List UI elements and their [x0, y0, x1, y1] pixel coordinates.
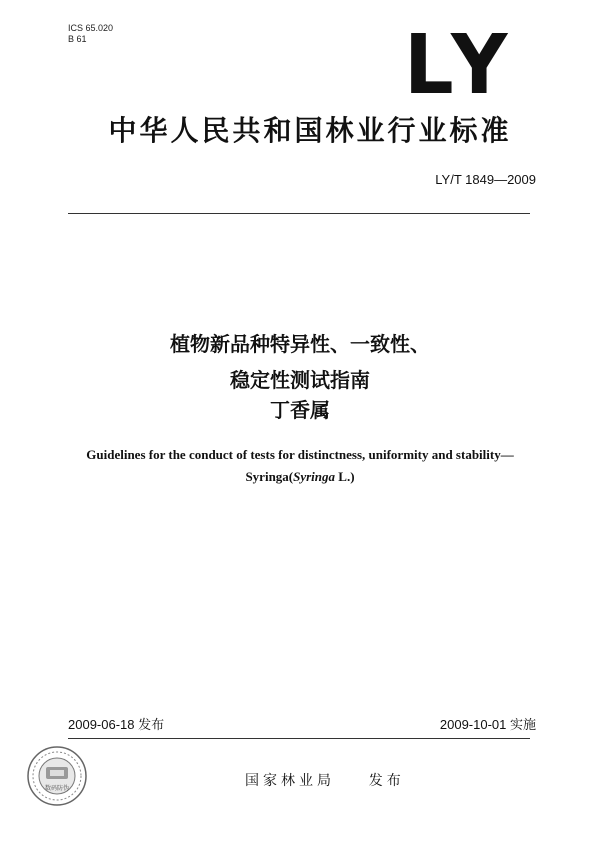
bottom-divider	[68, 738, 530, 739]
subject-line-3: 丁香属	[270, 398, 330, 422]
english-title-line-2	[0, 468, 600, 486]
anti-counterfeit-seal-icon	[26, 745, 88, 807]
english-genus: Syringa(	[245, 469, 294, 484]
publisher: 国家林业局 发布	[245, 773, 405, 789]
document-number: LY/T 1849—2009	[435, 172, 536, 187]
english-author: L.)	[335, 469, 355, 484]
ccs-code: B 61	[68, 34, 87, 44]
top-divider	[68, 213, 530, 214]
subject-line-2: 稳定性测试指南	[230, 368, 370, 392]
standard-title: 中华人民共和国林业行业标准	[108, 114, 512, 147]
english-genus-italic: Syringa	[293, 469, 336, 484]
standard-codes	[68, 23, 113, 45]
issue-date: 2009-06-18 发布	[68, 717, 165, 732]
subject-line-1: 植物新品种特异性、一致性、	[170, 332, 430, 356]
ly-logo: LY	[404, 18, 517, 113]
ics-code: ICS 65.020	[68, 23, 114, 33]
seal-label: 数码防伪	[44, 785, 70, 792]
english-title-line-1: Guidelines for the conduct of tests for distinctness, uniformity and stability—	[86, 447, 514, 462]
effective-date: 2009-10-01 实施	[439, 717, 536, 732]
